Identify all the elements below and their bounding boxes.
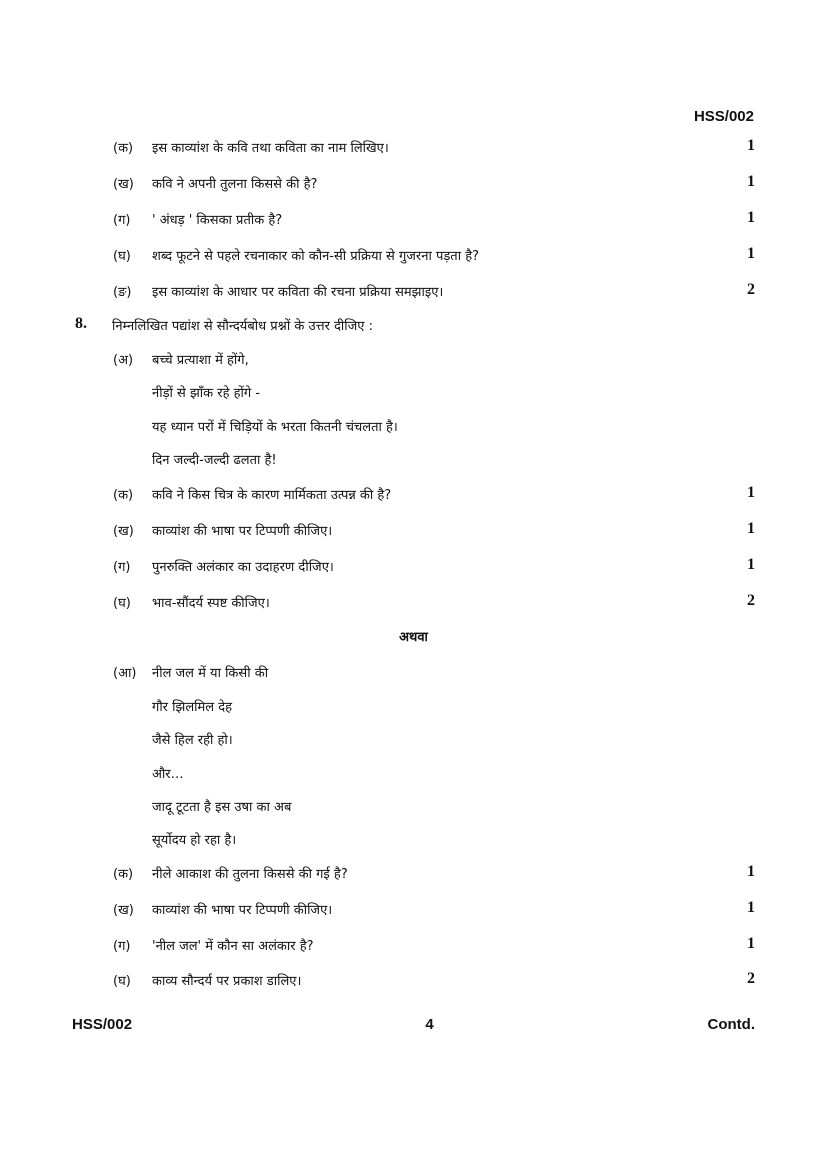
marks: 1 — [747, 137, 755, 154]
marks: 1 — [747, 484, 755, 501]
question-text: कवि ने किस चित्र के कारण मार्मिकता उत्पन्न की है? — [152, 488, 392, 503]
question-text: इस काव्यांश के कवि तथा कविता का नाम लिखिए। — [152, 141, 389, 156]
question-text: शब्द फूटने से पहले रचनाकार को कौन-सी प्रक्रिया से गुजरना पड़ता है? — [152, 249, 480, 264]
question-intro: निम्नलिखित पद्यांश से सौन्दर्यबोध प्रश्नों के उत्तर दीजिए : — [112, 319, 374, 334]
question-label: (ग) — [113, 560, 131, 575]
passage-label: (अ) — [113, 353, 134, 368]
question-text: कवि ने अपनी तुलना किससे की है? — [152, 177, 318, 192]
question-label: (क) — [113, 488, 134, 503]
marks: 2 — [747, 970, 755, 987]
footer-paper-code: HSS/002 — [72, 1016, 133, 1033]
footer-contd: Contd. — [707, 1016, 755, 1033]
marks: 2 — [747, 592, 755, 609]
marks: 1 — [747, 935, 755, 952]
poem-line: और… — [152, 767, 184, 782]
marks: 1 — [747, 899, 755, 916]
question-label: (ग) — [113, 213, 131, 228]
marks: 1 — [747, 863, 755, 880]
question-label: (घ) — [113, 249, 131, 264]
poem-line: जैसे हिल रही हो। — [152, 733, 233, 748]
question-label: (घ) — [113, 974, 131, 989]
marks: 2 — [747, 281, 755, 298]
marks: 1 — [747, 245, 755, 262]
or-divider: अथवा — [399, 630, 428, 645]
poem-line: सूर्योदय हो रहा है। — [152, 833, 237, 848]
question-label: (ङ) — [113, 285, 132, 300]
question-number: 8. — [75, 315, 87, 332]
question-text: काव्य सौन्दर्य पर प्रकाश डालिए। — [152, 974, 302, 989]
question-text: नीले आकाश की तुलना किससे की गई है? — [152, 867, 348, 882]
question-label: (ख) — [113, 177, 134, 192]
poem-line: यह ध्यान परों में चिड़ियों के भरता कितनी चंचलता है। — [152, 420, 398, 435]
marks: 1 — [747, 173, 755, 190]
question-text: भाव-सौंदर्य स्पष्ट कीजिए। — [152, 596, 270, 611]
poem-line: दिन जल्दी-जल्दी ढलता है! — [152, 453, 277, 468]
poem-line: बच्चे प्रत्याशा में होंगे, — [152, 353, 249, 368]
poem-line: नीड़ों से झाँक रहे होंगे - — [152, 386, 261, 401]
question-text: काव्यांश की भाषा पर टिप्पणी कीजिए। — [152, 903, 333, 918]
passage-label: (आ) — [113, 666, 137, 681]
question-label: (क) — [113, 141, 134, 156]
marks: 1 — [747, 556, 755, 573]
question-label: (ख) — [113, 903, 134, 918]
question-text: पुनरुक्ति अलंकार का उदाहरण दीजिए। — [152, 560, 334, 575]
page-number: 4 — [425, 1016, 434, 1033]
poem-line: जादू टूटता है इस उषा का अब — [152, 800, 292, 815]
question-text: 'नील जल' में कौन सा अलंकार है? — [152, 939, 314, 954]
question-text: काव्यांश की भाषा पर टिप्पणी कीजिए। — [152, 524, 333, 539]
question-text: ' अंधड़ ' किसका प्रतीक है? — [152, 213, 283, 228]
marks: 1 — [747, 520, 755, 537]
marks: 1 — [747, 209, 755, 226]
question-text: इस काव्यांश के आधार पर कविता की रचना प्रक्रिया समझाइए। — [152, 285, 444, 300]
question-label: (ख) — [113, 524, 134, 539]
poem-line: गौर झिलमिल देह — [152, 700, 233, 715]
poem-line: नील जल में या किसी की — [152, 666, 269, 681]
question-label: (क) — [113, 867, 134, 882]
question-label: (ग) — [113, 939, 131, 954]
header-paper-code: HSS/002 — [693, 108, 754, 125]
question-label: (घ) — [113, 596, 131, 611]
